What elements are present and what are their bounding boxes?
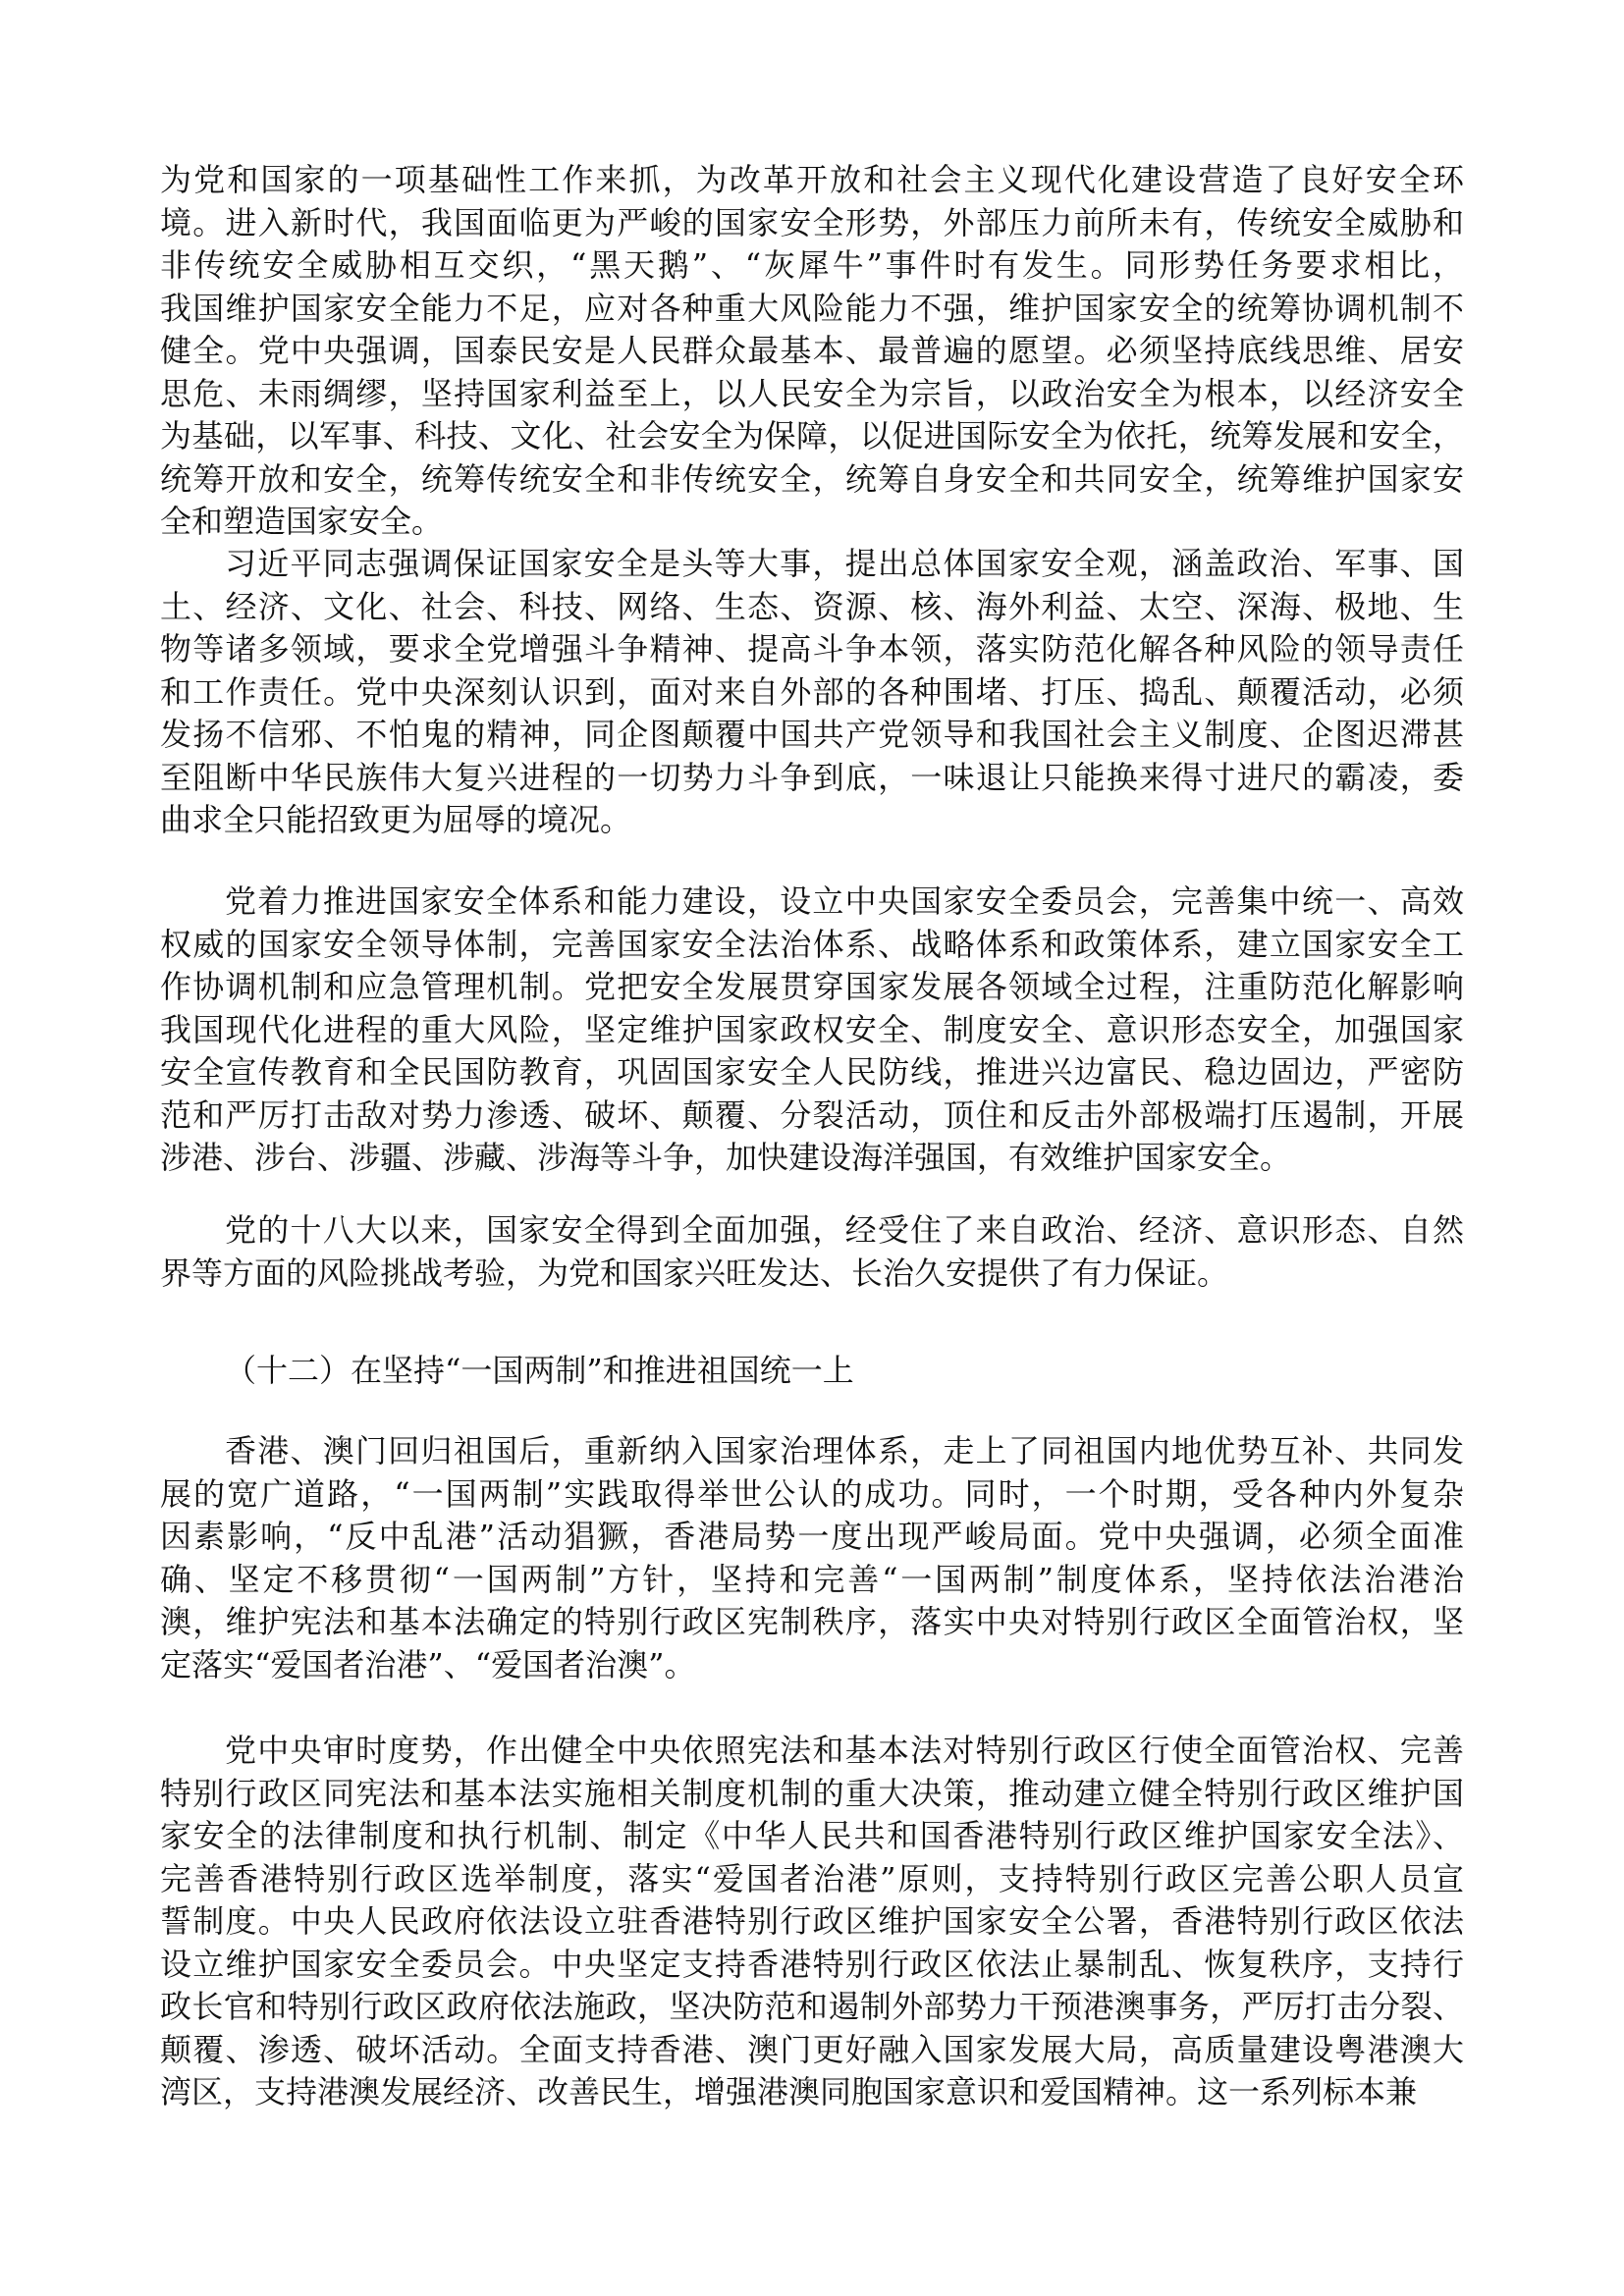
text-line: 党着力推进国家安全体系和能力建设，设立中央国家安全委员会，完善集中统一、高效 xyxy=(225,882,1464,920)
paragraph-security-strengthened xyxy=(160,1209,1464,1295)
text-line: 为党和国家的一项基础性工作来抓，为改革开放和社会主义现代化建设营造了良好安全环 xyxy=(160,161,1464,198)
text-line: 定落实“爱国者治港”、“爱国者治澳”。 xyxy=(160,1645,696,1683)
text-line: 颠覆、渗透、破坏活动。全面支持香港、澳门更好融入国家发展大局，高质量建设粤港澳大 xyxy=(160,2030,1464,2068)
text-line: 全和塑造国家安全。 xyxy=(160,503,444,540)
text-line: 政长官和特别行政区政府依法施政，坚决防范和遏制外部势力干预港澳事务，严厉打击分裂、 xyxy=(160,1988,1464,2025)
text-line: 因素影响，“反中乱港”活动猖獗，香港局势一度出现严峻局面。党中央强调，必须全面准 xyxy=(160,1518,1464,1555)
text-line: 我国现代化进程的重大风险，坚定维护国家政权安全、制度安全、意识形态安全，加强国家 xyxy=(160,1010,1464,1048)
text-line: 家安全的法律制度和执行机制、制定《中华人民共和国香港特别行政区维护国家安全法》、 xyxy=(160,1817,1464,1854)
text-line: 澳，维护宪法和基本法确定的特别行政区宪制秩序，落实中央对特别行政区全面管治权，坚 xyxy=(160,1603,1464,1640)
text-line: 思危、未雨绸缪，坚持国家利益至上，以人民安全为宗旨，以政治安全为根本，以经济安全 xyxy=(160,374,1464,412)
paragraph-one-country-two-systems xyxy=(160,1430,1464,1686)
paragraph-security-system-building xyxy=(160,881,1464,1180)
text-line: 党中央审时度势，作出健全中央依照宪法和基本法对特别行政区行使全面管治权、完善 xyxy=(225,1732,1464,1769)
text-line: 物等诸多领域，要求全党增强斗争精神、提高斗争本领，落实防范化解各种风险的领导责任 xyxy=(160,630,1464,667)
text-line: 设立维护国家安全委员会。中央坚定支持香港特别行政区依法止暴制乱、恢复秩序，支持行 xyxy=(160,1945,1464,1983)
text-line: 党的十八大以来，国家安全得到全面加强，经受住了来自政治、经济、意识形态、自然 xyxy=(225,1211,1464,1249)
text-line: 作协调机制和应急管理机制。党把安全发展贯穿国家发展各领域全过程，注重防范化解影响 xyxy=(160,968,1464,1005)
text-line: 我国维护国家安全能力不足，应对各种重大风险能力不强，维护国家安全的统筹协调机制不 xyxy=(160,289,1464,327)
text-line: 为基础，以军事、科技、文化、社会安全为保障，以促进国际安全为依托，统筹发展和安全， xyxy=(160,417,1464,454)
text-line: 曲求全只能招致更为屈辱的境况。 xyxy=(160,801,632,838)
text-line: 安全宣传教育和全民国防教育，巩固国家安全人民防线，推进兴边富民、稳边固边，严密防 xyxy=(160,1053,1464,1091)
text-line: 和工作责任。党中央深刻认识到，面对来自外部的各种围堵、打压、捣乱、颠覆活动，必须 xyxy=(160,672,1464,711)
text-line: 习近平同志强调保证国家安全是头等大事，提出总体国家安全观，涵盖政治、军事、国 xyxy=(225,545,1464,582)
text-line: 权威的国家安全领导体制，完善国家安全法治体系、战略体系和政策体系，建立国家安全工 xyxy=(160,925,1464,963)
text-line: 境。进入新时代，我国面临更为严峻的国家安全形势，外部压力前所未有，传统安全威胁和 xyxy=(160,203,1464,241)
text-line: 香港、澳门回归祖国后，重新纳入国家治理体系，走上了同祖国内地优势互补、共同发 xyxy=(225,1432,1464,1469)
text-line: 至阻断中华民族伟大复兴进程的一切势力斗争到底，一味退让只能换来得寸进尺的霸凌，委 xyxy=(160,758,1464,796)
section-heading: （十二）在坚持“一国两制”和推进祖国统一上 xyxy=(225,1352,854,1389)
text-line: 统筹开放和安全，统筹传统安全和非传统安全，统筹自身安全和共同安全，统筹维护国家安 xyxy=(160,459,1464,498)
text-line: 特别行政区同宪法和基本法实施相关制度机制的重大决策，推动建立健全特别行政区维护国 xyxy=(160,1774,1464,1812)
text-line: 健全。党中央强调，国泰民安是人民群众最基本、最普遍的愿望。必须坚持底线思维、居安 xyxy=(160,332,1464,369)
text-line: 非传统安全威胁相互交织，“黑天鹅”、“灰犀牛”事件时有发生。同形势任务要求相比， xyxy=(160,246,1464,284)
paragraph-national-security-foundation xyxy=(160,159,1464,544)
paragraph-central-decisions-hk xyxy=(160,1730,1464,2114)
text-line: 湾区，支持港澳发展经济、改善民生，增强港澳同胞国家意识和爱国精神。这一系列标本兼 xyxy=(160,2073,1418,2110)
text-line: 确、坚定不移贯彻“一国两制”方针，坚持和完善“一国两制”制度体系，坚持依法治港治 xyxy=(160,1560,1464,1598)
text-line: 涉港、涉台、涉疆、涉藏、涉海等斗争，加快建设海洋强国，有效维护国家安全。 xyxy=(160,1139,1292,1176)
text-line: 土、经济、文化、社会、科技、网络、生态、资源、核、海外利益、太空、深海、极地、生 xyxy=(160,587,1464,625)
paragraph-holistic-security-concept xyxy=(160,543,1464,842)
text-line: 誓制度。中央人民政府依法设立驻香港特别行政区维护国家安全公署，香港特别行政区依法 xyxy=(160,1902,1464,1940)
text-line: 发扬不信邪、不怕鬼的精神，同企图颠覆中国共产党领导和我国社会主义制度、企图迟滞甚 xyxy=(160,716,1464,753)
text-line: 完善香港特别行政区选举制度，落实“爱国者治港”原则，支持特别行政区完善公职人员宣 xyxy=(160,1859,1464,1897)
text-line: 范和严厉打击敌对势力渗透、破坏、颠覆、分裂活动，顶住和反击外部极端打压遏制，开展 xyxy=(160,1095,1464,1134)
text-line: 界等方面的风险挑战考验，为党和国家兴旺发达、长治久安提供了有力保证。 xyxy=(160,1254,1229,1292)
text-line: 展的宽广道路，“一国两制”实践取得举世公认的成功。同时，一个时期，受各种内外复杂 xyxy=(160,1474,1464,1513)
